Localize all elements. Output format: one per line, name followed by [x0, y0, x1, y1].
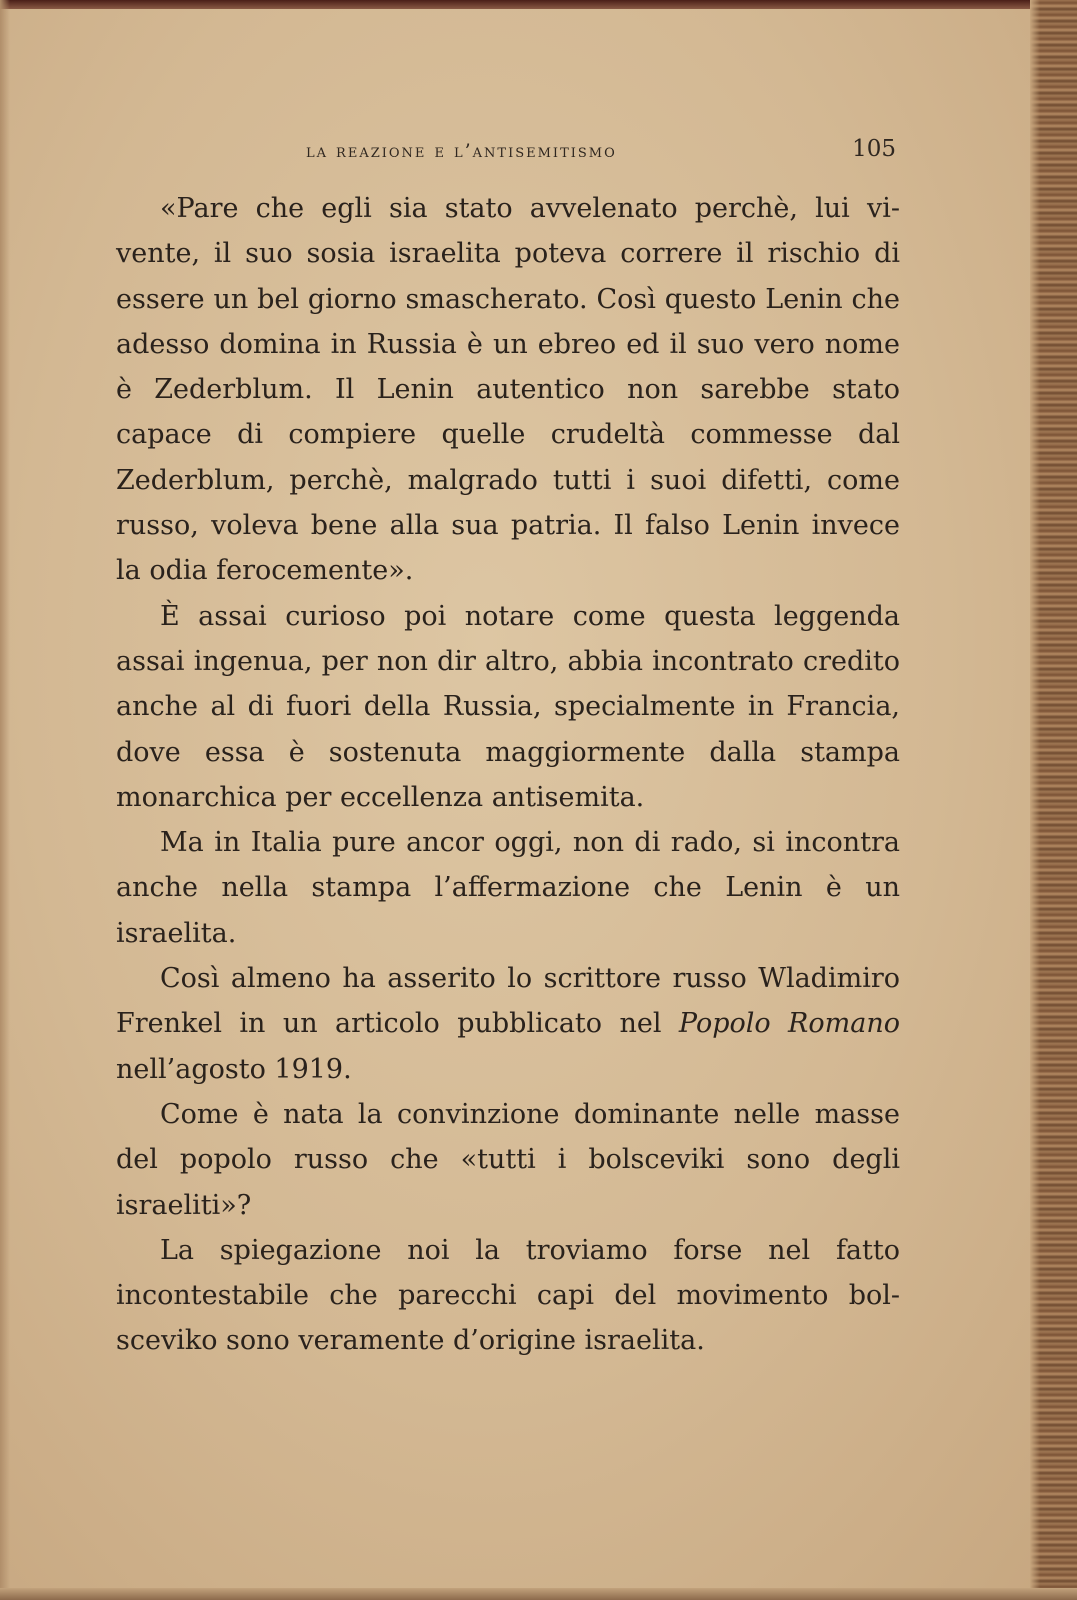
page-bottom-edge — [0, 1588, 1077, 1600]
page-top-edge — [0, 0, 1077, 9]
book-fore-edge — [1030, 0, 1077, 1600]
paragraph-4-text: Così almeno ha asserito lo scrittore russo Wladimiro Frenkel in un articolo pubblicato nel — [116, 963, 900, 1040]
newspaper-title: Popolo Romano — [678, 1008, 900, 1040]
page-left-edge — [0, 0, 10, 1600]
paragraph-2: È assai curioso poi notare come questa leggenda assai ingenua, per non dir altro, abbia incontrato credito anche al di fuori della Russia, specialmente in Francia, dove essa è sostenuta maggiormente dalla stampa monarchica per eccellenza antisemita. — [116, 600, 900, 813]
body-text — [116, 186, 900, 1364]
paragraph-4 — [116, 956, 900, 1092]
paragraph-6: La spiegazione noi la troviamo forse nel fatto incontestabile che parecchi capi del movimento bolsceviko sono veramente d’origine israelita. — [116, 1234, 900, 1357]
page-header — [116, 136, 896, 166]
paragraph-1: «Pare che egli sia stato avvelenato perchè, lui vivente, il suo sosia israelita poteva correre il rischio di essere un bel giorno smascherato. Così questo Lenin che adesso domina in Russia è un ebreo ed il suo vero nome è Zederblum. Il Lenin autentico non sarebbe stato capace di compiere quelle crudeltà commesse dal Zederblum, perchè, malgrado tutti i suoi difetti, come russo, voleva bene alla sua patria. Il falso Lenin invece la odia ferocemente». — [116, 193, 900, 587]
paragraph-4-tail: nell’agosto 1919. — [116, 1053, 352, 1085]
running-head: la reazione e l’antisemitismo — [306, 140, 617, 162]
paragraph-5: Come è nata la convinzione dominante nelle masse del popolo russo che «tutti i bolsceviki sono degli israeliti»? — [116, 1098, 900, 1221]
paragraph-3: Ma in Italia pure ancor oggi, non di rado, si incontra anche nella stampa l’affermazione che Lenin è un israelita. — [116, 827, 900, 949]
page-number: 105 — [852, 136, 896, 162]
